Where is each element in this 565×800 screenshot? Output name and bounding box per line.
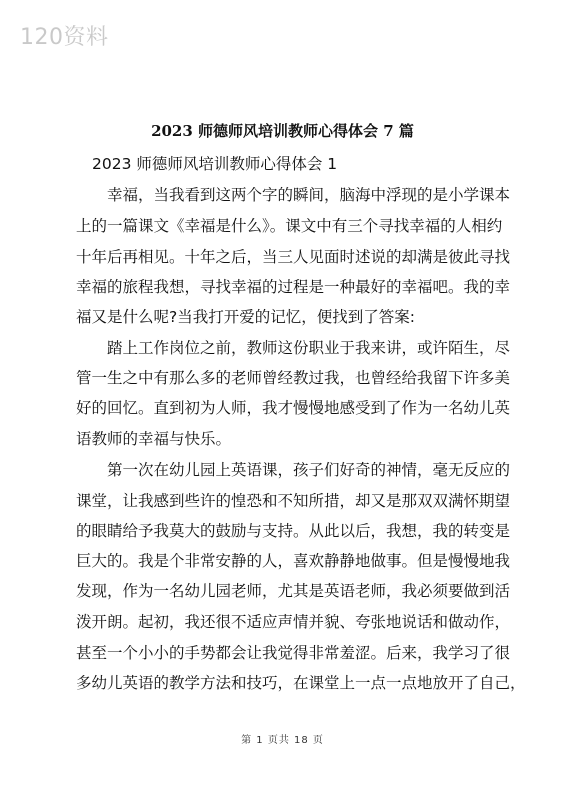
paragraph-line: 幸福的旅程我想，寻找幸福的过程是一种最好的幸福吧。我的幸 (76, 278, 511, 296)
paragraph-line: 课堂，让我感到些许的惶恐和不知所措，却又是那双双满怀期望 (76, 492, 511, 510)
paragraph-line: 上的一篇课文《幸福是什么》。课文中有三个寻找幸福的人相约 (76, 217, 503, 235)
paragraph-line: 幸福，当我看到这两个字的瞬间，脑海中浮现的是小学课本 (107, 186, 511, 204)
paragraph-line: 多幼儿英语的教学方法和技巧，在课堂上一点一点地放开了自己， (76, 674, 526, 692)
paragraph-line: 好的回忆。直到初为人师，我才慢慢地感受到了作为一名幼儿英 (76, 399, 511, 417)
paragraph-line: 的眼睛给予我莫大的鼓励与支持。从此以后，我想，我的转变是 (76, 522, 511, 540)
paragraph-line: 巨大的。我是个非常安静的人，喜欢静静地做事。但是慢慢地我 (76, 552, 511, 570)
paragraph-line: 发现，作为一名幼儿园老师，尤其是英语老师，我必须要做到活 (76, 582, 511, 600)
paragraph-line: 泼开朗。起初，我还很不适应声情并貌、夸张地说话和做动作， (76, 613, 511, 631)
section-heading: 2023 师德师风培训教师心得体会 1 (92, 155, 338, 173)
paragraph-line: 语教师的幸福与快乐。 (76, 430, 232, 448)
watermark-logo: 120资料 (20, 25, 109, 50)
paragraph-line: 十年后再相见。十年之后，当三人见面时述说的却满是彼此寻找 (76, 248, 511, 266)
paragraph-line: 福又是什么呢?当我打开爱的记忆，便找到了答案: (76, 308, 415, 326)
paragraph-line: 甚至一个小小的手势都会让我觉得非常羞涩。后来，我学习了很 (76, 644, 511, 662)
paragraph-line: 管一生之中有那么多的老师曾经教过我，也曾经给我留下许多美 (76, 369, 511, 387)
paragraph-line: 第一次在幼儿园上英语课，孩子们好奇的神情，毫无反应的 (107, 461, 511, 479)
paragraph-line: 踏上工作岗位之前，教师这份职业于我来讲，或许陌生，尽 (107, 339, 511, 357)
document-title: 2023 师德师风培训教师心得体会 7 篇 (151, 122, 414, 140)
page-number: 第 1 页共 18 页 (241, 735, 324, 746)
